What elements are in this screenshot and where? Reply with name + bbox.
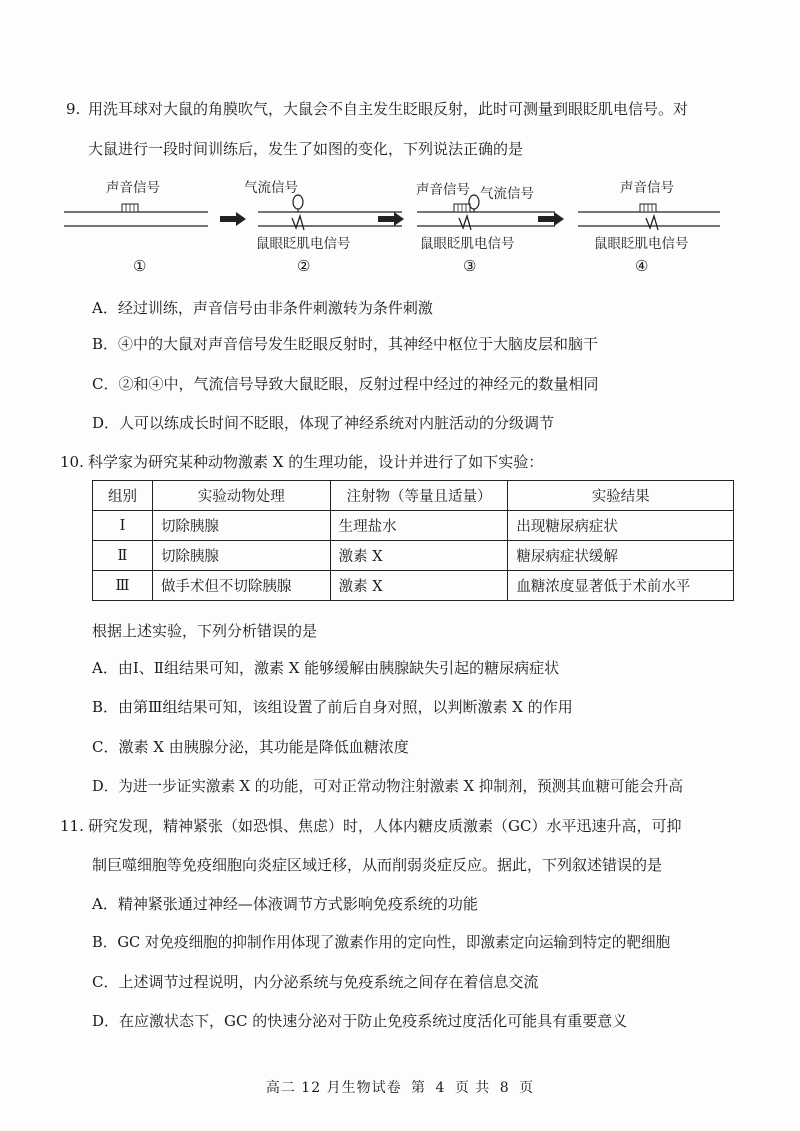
table-cell: 切除胰腺 xyxy=(152,511,330,541)
panel-num-2: ② xyxy=(297,257,311,275)
q9-stem-line1: 用洗耳球对大鼠的角膜吹气，大鼠会不自主发生眨眼反射，此时可测量到眼眨肌电信号。对 xyxy=(88,100,689,118)
table-cell: 出现糖尿病症状 xyxy=(508,511,734,541)
table-row xyxy=(93,511,734,541)
experiment-table xyxy=(92,480,734,601)
fig-sound-label-1: 声音信号 xyxy=(106,180,160,196)
table-cell: Ⅱ xyxy=(93,541,153,571)
table-cell: 做手术但不切除胰腺 xyxy=(152,571,330,601)
q11-number: 11. xyxy=(60,817,84,835)
air-puff-3 xyxy=(469,195,479,209)
q9-number: 9. xyxy=(66,100,81,118)
fig-emg-label-3: 鼠眼眨肌电信号 xyxy=(420,236,515,252)
q10-number: 10. xyxy=(60,453,84,471)
footer-total-pages: 8 xyxy=(499,1080,510,1096)
q11-stem-line2: 制巨噬细胞等免疫细胞向炎症区域迁移，从而削弱炎症反应。据此，下列叙述错误的是 xyxy=(92,856,663,874)
q11-option-b: B．GC 对免疫细胞的抑制作用体现了激素作用的定向性，即激素定向运输到特定的靶细胞 xyxy=(92,934,671,951)
q10-option-b: B．由第Ⅲ组结果可知，该组设置了前后自身对照，以判断激素 X 的作用 xyxy=(92,698,573,716)
table-cell: 切除胰腺 xyxy=(152,541,330,571)
page-footer xyxy=(0,1077,800,1097)
fig-air-label-3: 气流信号 xyxy=(480,186,534,202)
table-cell: 激素 X xyxy=(330,571,508,601)
table-cell: 血糖浓度显著低于术前水平 xyxy=(508,571,734,601)
q10-option-c: C．激素 X 由胰腺分泌，其功能是降低血糖浓度 xyxy=(92,738,409,756)
table-cell: 糖尿病症状缓解 xyxy=(508,541,734,571)
q10-option-d: D．为进一步证实激素 X 的功能，可对正常动物注射激素 X 抑制剂，预测其血糖可能会升高 xyxy=(92,778,684,795)
table-header: 注射物（等量且适量） xyxy=(330,481,508,511)
q9-stem-line2: 大鼠进行一段时间训练后，发生了如图的变化，下列说法正确的是 xyxy=(88,140,524,158)
q9-option-a: A．经过训练，声音信号由非条件刺激转为条件刺激 xyxy=(92,299,433,317)
q10-stem: 科学家为研究某种动物激素 X 的生理功能，设计并进行了如下实验： xyxy=(88,453,544,471)
table-header: 实验结果 xyxy=(508,481,734,511)
fig-sound-label-4: 声音信号 xyxy=(620,180,674,196)
table-header: 组别 xyxy=(93,481,153,511)
table-cell: Ⅰ xyxy=(93,511,153,541)
q10-option-a: A．由Ⅰ、Ⅱ组结果可知，激素 X 能够缓解由胰腺缺失引起的糖尿病症状 xyxy=(92,659,560,677)
panel-num-4: ④ xyxy=(635,257,649,275)
footer-title: 高二 12 月生物试卷 xyxy=(265,1080,402,1096)
fig-air-label-2: 气流信号 xyxy=(244,180,298,196)
footer-page-suffix: 页 xyxy=(519,1080,535,1096)
q11-option-a: A．精神紧张通过神经—体液调节方式影响免疫系统的功能 xyxy=(92,895,478,913)
q11-option-d: D．在应激状态下，GC 的快速分泌对于防止免疫系统过度活化可能具有重要意义 xyxy=(92,1012,628,1030)
panel-num-1: ① xyxy=(133,257,147,275)
q9-option-b: B．④中的大鼠对声音信号发生眨眼反射时，其神经中枢位于大脑皮层和脑干 xyxy=(92,335,599,353)
q9-option-c: C．②和④中，气流信号导致大鼠眨眼，反射过程中经过的神经元的数量相同 xyxy=(92,375,599,393)
emg-spike-4 xyxy=(646,216,658,230)
q11-stem-line1: 研究发现，精神紧张（如恐惧、焦虑）时，人体内糖皮质激素（GC）水平迅速升高，可抑 xyxy=(88,817,682,835)
fig-emg-label-4: 鼠眼眨肌电信号 xyxy=(594,236,689,252)
arrow-1 xyxy=(220,212,246,226)
table-header-row xyxy=(93,481,734,511)
footer-page-prefix: 第 xyxy=(411,1080,427,1096)
table-cell: 激素 X xyxy=(330,541,508,571)
q11-option-c: C．上述调节过程说明，内分泌系统与免疫系统之间存在着信息交流 xyxy=(92,973,539,991)
emg-spike-3 xyxy=(459,216,471,230)
arrow-3 xyxy=(538,212,564,226)
table-header: 实验动物处理 xyxy=(152,481,330,511)
table-row xyxy=(93,541,734,571)
emg-spike-2 xyxy=(292,216,304,230)
table-cell: Ⅲ xyxy=(93,571,153,601)
q10-lead: 根据上述实验，下列分析错误的是 xyxy=(92,622,318,640)
q9-option-d: D．人可以练成长时间不眨眼，体现了神经系统对内脏活动的分级调节 xyxy=(92,414,555,432)
arrow-2 xyxy=(378,212,404,226)
fig-emg-label-2: 鼠眼眨肌电信号 xyxy=(256,236,351,252)
panel-num-3: ③ xyxy=(463,257,477,275)
table-cell: 生理盐水 xyxy=(330,511,508,541)
table-row xyxy=(93,571,734,601)
fig-sound-label-3: 声音信号 xyxy=(416,182,470,198)
footer-page-number: 4 xyxy=(435,1080,446,1096)
air-puff-2 xyxy=(293,195,303,209)
footer-page-mid: 页 共 xyxy=(454,1080,491,1096)
